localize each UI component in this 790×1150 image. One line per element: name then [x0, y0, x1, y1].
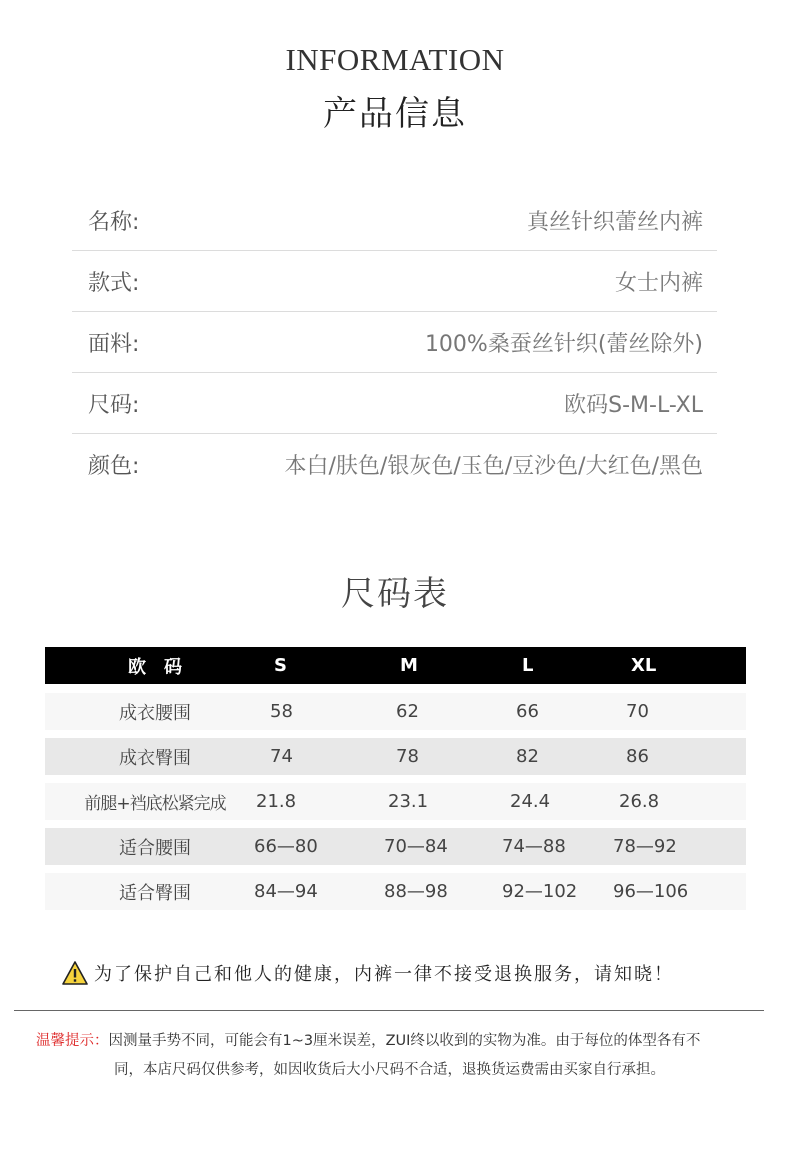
size-chart-title: 尺码表 [341, 574, 449, 614]
table-cell: 21.8 [256, 791, 297, 812]
table-cell: 58 [270, 701, 293, 722]
row-label: 前腿+裆底松紧完成 [84, 794, 226, 814]
info-value: 100%桑蚕丝针织(蕾丝除外) [424, 331, 703, 357]
table-cell: 84—94 [254, 881, 318, 902]
info-label: 面料: [88, 331, 140, 357]
table-row [45, 783, 746, 820]
table-cell: 74 [270, 746, 293, 767]
table-cell: 24.4 [510, 791, 551, 812]
row-label: 成衣臀围 [119, 747, 191, 769]
info-value: 真丝针织蕾丝内裤 [526, 209, 703, 235]
size-chart-header-row [45, 647, 746, 684]
info-value: 女士内裤 [614, 270, 703, 296]
row-label: 适合腰围 [119, 837, 191, 859]
table-cell: 74—88 [502, 836, 566, 857]
table-cell: 23.1 [388, 791, 429, 812]
info-row-color [72, 434, 717, 495]
size-chart-table [45, 647, 746, 918]
table-cell: 26.8 [619, 791, 660, 812]
warning-icon [62, 961, 88, 985]
info-value: 本白/肤色/银灰色/玉色/豆沙色/大红色/黑色 [284, 454, 703, 479]
notice-text: 为了保护自己和他人的健康，内裤一律不接受退换服务，请知晓！ [94, 964, 674, 985]
title-en: INFORMATION [285, 42, 505, 77]
header-cell: XL [631, 655, 657, 676]
info-label: 名称: [88, 209, 140, 235]
measurement-tip [36, 1027, 756, 1085]
table-cell: 62 [396, 701, 419, 722]
product-info-table [72, 190, 717, 495]
table-row [45, 828, 746, 865]
table-row [45, 738, 746, 775]
table-cell: 66—80 [254, 836, 318, 857]
header-cell: S [274, 655, 287, 676]
table-cell: 78—92 [613, 836, 677, 857]
row-label: 适合臀围 [119, 882, 191, 904]
header-cell: 欧 码 [128, 656, 182, 678]
return-policy-notice [62, 960, 762, 986]
table-cell: 66 [516, 701, 539, 722]
table-cell: 78 [396, 746, 419, 767]
title-cn: 产品信息 [323, 94, 467, 134]
table-row [45, 693, 746, 730]
table-cell: 86 [626, 746, 649, 767]
tip-text: 因测量手势不同，可能会有1~3厘米误差，ZUI终以收到的实物为准。由于每位的体型各有不 [108, 1033, 701, 1049]
divider [14, 1010, 764, 1011]
info-row-fabric [72, 312, 717, 373]
tip-label: 温馨提示： [36, 1033, 109, 1049]
table-cell: 70—84 [384, 836, 448, 857]
table-cell: 92—102 [502, 881, 578, 902]
info-value: 欧码S-M-L-XL [564, 392, 703, 418]
info-label: 款式: [88, 270, 140, 296]
info-row-style [72, 251, 717, 312]
tip-line-1 [36, 1027, 756, 1056]
table-cell: 88—98 [384, 881, 448, 902]
info-row-name [72, 190, 717, 251]
info-label: 颜色: [88, 454, 140, 479]
header-cell: L [522, 655, 534, 676]
header-cell: M [400, 655, 418, 676]
table-cell: 96—106 [613, 881, 689, 902]
table-cell: 70 [626, 701, 649, 722]
info-row-size [72, 373, 717, 434]
table-row [45, 873, 746, 910]
table-cell: 82 [516, 746, 539, 767]
row-label: 成衣腰围 [119, 702, 191, 724]
tip-line-2: 同，本店尺码仅供参考，如因收货后大小尺码不合适，退换货运费需由买家自行承担。 [114, 1062, 665, 1078]
info-label: 尺码: [88, 392, 140, 418]
